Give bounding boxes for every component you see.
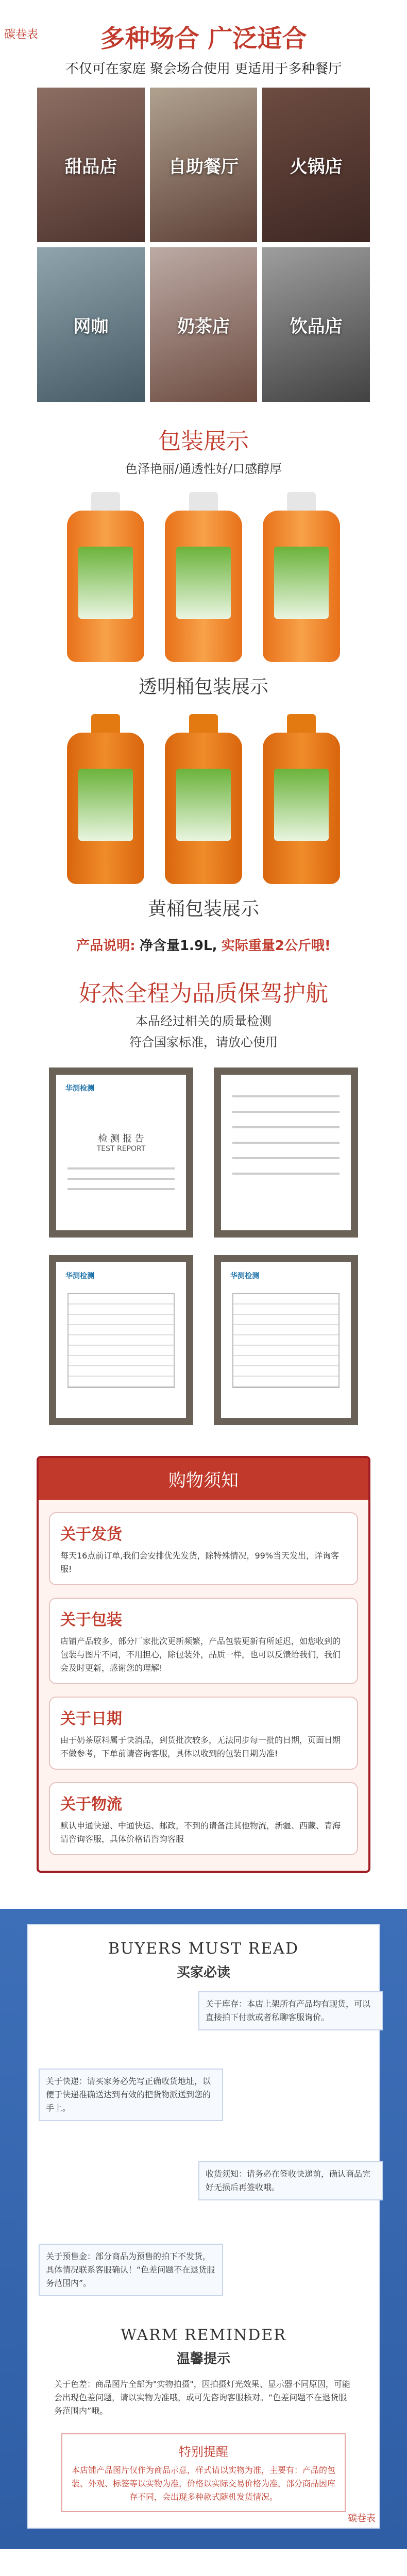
notice-text: 每天16点前订单,我们会安排优先发货，除特殊情况，99%当天发出，详询客服!: [60, 1551, 340, 1574]
shopping-header: 购物须知: [39, 1458, 368, 1500]
warm-text: 关于色差：商品图片全部为"实物拍摄"，因拍摄灯光效果、显示器不同原因，可能会出现色差问题，请以实物为准哦，或可先咨询客服核对。“色差问题不在退货服务范围内”哦。: [54, 2379, 350, 2416]
warm-title-en: WARM REMINDER: [121, 2326, 286, 2344]
product-spec: [0, 935, 407, 954]
cert-logo: 华测检测: [230, 1272, 259, 1280]
packaging-title: 包装展示: [158, 428, 249, 454]
test-report-page: [214, 1067, 358, 1238]
spec-key: 产品说明:: [76, 938, 135, 954]
warm-title-cn: 温馨提示: [176, 2351, 230, 2367]
venue-label: 火锅店: [290, 156, 343, 177]
hero-title: 多种场合 广泛适合: [100, 24, 307, 53]
venue-label: 网咖: [73, 316, 109, 337]
venue-milktea: [150, 247, 258, 402]
packaging-subtitle: 色泽艳丽/通透性好/口感醇厚: [125, 462, 282, 476]
bottle-image: [67, 492, 144, 662]
venue-netcafe: [37, 247, 145, 402]
quality-title: 好杰全程为品质保驾护航: [79, 980, 328, 1007]
bottle-image: [67, 714, 144, 884]
test-report-table: [49, 1255, 193, 1425]
special-tips: [61, 2433, 346, 2512]
quality-subtitle-2: 符合国家标准，请放心使用: [129, 1035, 278, 1049]
buyers-paper: [27, 1924, 380, 2529]
notice-packaging: [49, 1598, 358, 1684]
bottle-image: [263, 492, 340, 662]
buyers-section: [0, 1909, 407, 2549]
notice-text: 由于奶茶原料属于快消品，到货批次较多，无法同步每一批的日期，页面日期不做参考，下单前请咨询客服，具体以收到的包装日期为准!: [60, 1735, 341, 1758]
note-stock: 关于库存：本店上架所有产品均有现货，可以直接拍下付款或者私聊客服询价。: [198, 1991, 383, 2030]
shopping-notice: [37, 1456, 370, 1873]
tips-text: 本店铺产品图片仅作为商品示意，样式请以实物为准，主要有：产品的包装、外观、标签等以实物为准，价格以实际交易价格为准，部分商品因库存不同，会出现多种款式随机发货情况。: [71, 2465, 335, 2502]
cert-logo: 华测检测: [65, 1272, 94, 1280]
watermark-bottom: 碳巷表: [348, 2513, 376, 2524]
cert-title: 检 测 报 告: [98, 1133, 144, 1144]
transparent-bottles: [0, 492, 407, 662]
spec-highlight: 实际重量2公斤哦!: [221, 938, 331, 954]
buyers-title-en: BUYERS MUST READ: [108, 1940, 299, 1958]
venue-label: 自助餐厅: [168, 156, 239, 177]
notice-title: 关于发货: [60, 1526, 122, 1544]
bottle-image: [165, 714, 242, 884]
bottle-image: [165, 492, 242, 662]
tips-title: 特别提醒: [179, 2445, 228, 2459]
notice-text: 店铺产品较多，部分厂家批次更新频繁，产品包装更新有所延迟，如您收到的包装与图片不同，不用担心，除包装外，品质一样，也可以反馈给我们，我们会及时更新，感谢您的理解!: [60, 1636, 341, 1673]
venue-buffet: [150, 88, 258, 242]
notice-date: [49, 1697, 358, 1770]
note-delivery: 关于快递：请买家务必先写正确收货地址，以便于快递准确送达到有效的把货物派送到您的手上。: [39, 2069, 223, 2121]
cert-logo: 华测检测: [65, 1084, 94, 1093]
venue-grid: [37, 88, 370, 402]
venue-hotpot: [262, 88, 370, 242]
venue-drinks: [262, 247, 370, 402]
venue-dessert: [37, 88, 145, 242]
transparent-caption: 透明桶包装展示: [138, 676, 268, 698]
notice-shipping: [49, 1512, 358, 1585]
test-report-table: [214, 1255, 358, 1425]
test-report-cover: [49, 1067, 193, 1238]
bottle-image: [263, 714, 340, 884]
spec-value: 净含量1.9L,: [139, 938, 217, 954]
yellow-caption: 黄桶包装展示: [147, 899, 259, 920]
notice-text: 默认申通快递、中通快运、邮政，不到的请备注其他物流，新疆、西藏、青海请咨询客服，具体价格请咨询客服: [60, 1821, 341, 1844]
buyers-notes: [28, 1991, 379, 2311]
notice-logistics: [49, 1782, 358, 1855]
cert-subtitle: TEST REPORT: [96, 1145, 146, 1153]
notice-title: 关于包装: [60, 1611, 122, 1629]
notice-title: 关于物流: [60, 1795, 122, 1814]
venue-label: 饮品店: [290, 316, 343, 337]
yellow-bottles: [0, 714, 407, 884]
notice-title: 关于日期: [60, 1710, 122, 1728]
cert-row-1: [0, 1067, 407, 1238]
note-presale: 关于预售金：部分商品为预售的拍下不发货，具体情况联系客服确认！“色差问题不在退货服务范围内”。: [39, 2244, 223, 2296]
note-receipt: 收货须知：请务必在签收快递前，确认商品完好无损后再签收哦。: [198, 2161, 383, 2200]
buyers-title-cn: 买家必读: [176, 1965, 230, 1980]
quality-subtitle-1: 本品经过相关的质量检测: [135, 1014, 272, 1028]
hero-subtitle: 不仅可在家庭 聚会场合使用 更适用于多种餐厅: [65, 61, 342, 77]
venue-label: 奶茶店: [177, 316, 230, 337]
cert-row-2: [0, 1255, 407, 1425]
watermark: 碳巷表: [4, 28, 39, 41]
venue-label: 甜品店: [64, 156, 117, 177]
